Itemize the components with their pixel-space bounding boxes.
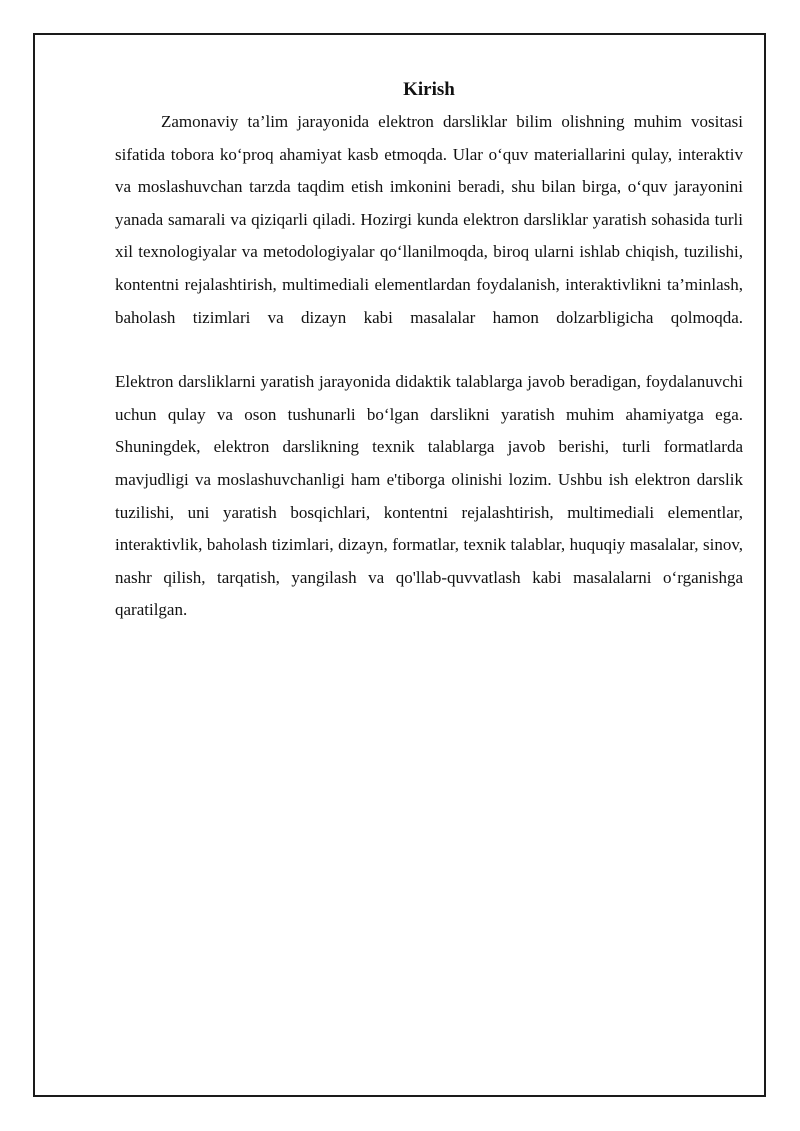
- document-heading: Kirish: [403, 79, 455, 100]
- paragraph-scope: Elektron darsliklarni yaratish jarayonida didaktik talablarga javob beradigan, foydalanuvchi uchun qulay va oson tushunarli bo‘lgan darslikni yaratish muhim ahamiyatga ega. Shuningdek, elektron darslikning texnik talablarga javob berishi, turli formatlarda mavjudligi va moslashuvchanligi ham e'tiborga olinishi lozim. Ushbu ish elektron darslik tuzilishi, uni yaratish bosqichlari, kontentni rejalashtirish, multimediali elementlar, interaktivlik, baholash tizimlari, dizayn, formatlar, texnik talablar, huquqiy masalalar, sinov, nashr qilish, tarqatish, yangilash va qo'llab-quvvatlash kabi masalalarni o‘rganishga qaratilgan.: [115, 372, 743, 620]
- paragraph-intro: Zamonaviy ta’lim jarayonida elektron darsliklar bilim olishning muhim vositasi sifatida tobora ko‘proq ahamiyat kasb etmoqda. Ular o‘quv materiallarini qulay, interaktiv va moslashuvchan tarzda taqdim etish imkonini beradi, shu bilan birga, o‘quv jarayonini yanada samarali va qiziqarli qiladi. Hozirgi kunda elektron darsliklar yaratish sohasida turli xil texnologiyalar va metodologiyalar qo‘llanilmoqda, biroq ularni ishlab chiqish, tuzilishi, kontentni rejalashtirish, multimediali elementlardan foydalanish, interaktivlikni ta’minlash, baholash tizimlari va dizayn kabi masalalar hamon dolzarbligicha qolmoqda.: [115, 112, 743, 327]
- document-body: [115, 70, 743, 627]
